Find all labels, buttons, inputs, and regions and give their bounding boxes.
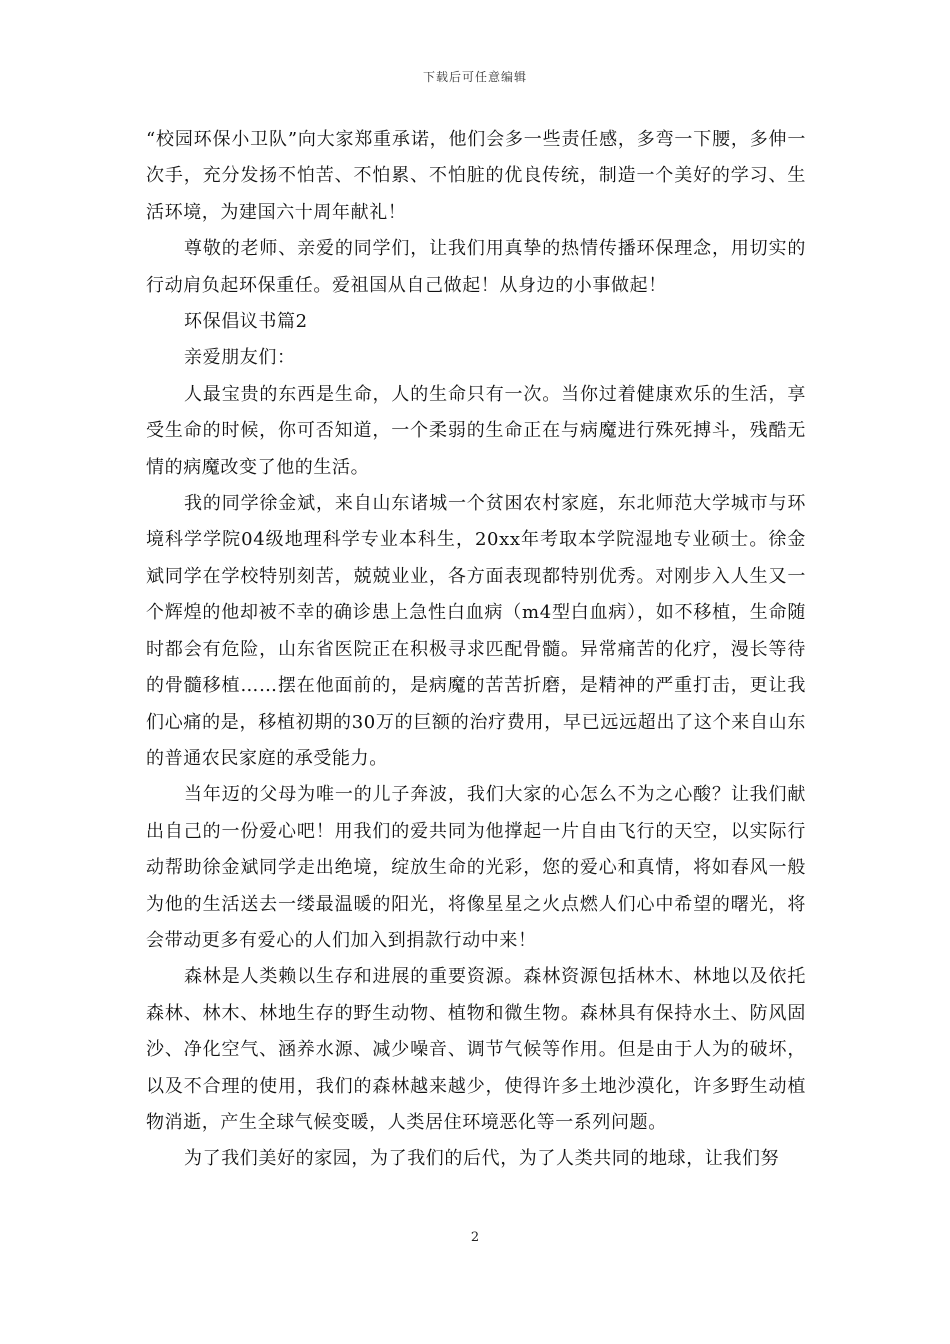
- page-header: 下载后可任意编辑: [422, 70, 527, 84]
- document-body: [146, 122, 806, 1178]
- paragraph: 人最宝贵的东西是生命，人的生命只有一次。当你过着健康欢乐的生活，享受生命的时候，你可否知道，一个柔弱的生命正在与病魔进行殊死搏斗，残酷无情的病魔改变了他的生活。: [146, 383, 806, 478]
- paragraph: 我的同学徐金斌，来自山东诸城一个贫困农村家庭，东北师范大学城市与环境科学学院04级地理科学专业本科生，20xx年考取本学院湿地专业硕士。徐金斌同学在学校特别刻苦，兢兢业业，各方面表现都特别优秀。对刚步入人生又一个辉煌的他却被不幸的确诊患上急性白血病（m4型白血病），如不移植，生命随时都会有危险，山东省医院正在积极寻求匹配骨髓。异常痛苦的化疗，漫长等待的骨髓移植……摆在他面前的，是病魔的苦苦折磨，是精神的严重打击，更让我们心痛的是，移植初期的30万的巨额的治疗费用，早已远远超出了这个来自山东的普通农民家庭的承受能力。: [146, 493, 806, 769]
- paragraph: “校园环保小卫队”向大家郑重承诺，他们会多一些责任感，多弯一下腰，多伸一次手，充分发扬不怕苦、不怕累、不怕脏的优良传统，制造一个美好的学习、生活环境，为建国六十周年献礼！: [146, 129, 806, 223]
- paragraph: 当年迈的父母为唯一的儿子奔波，我们大家的心怎么不为之心酸？让我们献出自己的一份爱心吧！用我们的爱共同为他撑起一片自由飞行的天空，以实际行动帮助徐金斌同学走出绝境，绽放生命的光彩，您的爱心和真情，将如春风一般为他的生活送去一缕最温暖的阳光，将像星星之火点燃人们心中希望的曙光，将会带动更多有爱心的人们加入到捐款行动中来！: [146, 784, 806, 951]
- paragraph: 为了我们美好的家园，为了我们的后代，为了人类共同的地球，让我们努: [184, 1148, 780, 1170]
- salutation: 亲爱朋友们：: [184, 347, 296, 369]
- paragraph: 森林是人类赖以生存和进展的重要资源。森林资源包括林木、林地以及依托森林、林木、林地生存的野生动物、植物和微生物。森林具有保持水土、防风固沙、净化空气、涵养水源、减少噪音、调节气候等作用。但是由于人为的破坏，以及不合理的使用，我们的森林越来越少，使得许多土地沙漠化，许多野生动植物消逝，产生全球气候变暖，人类居住环境恶化等一系列问题。: [146, 966, 806, 1133]
- paragraph: 尊敬的老师、亲爱的同学们，让我们用真挚的热情传播环保理念，用切实的行动肩负起环保重任。爱祖国从自己做起！从身边的小事做起！: [146, 238, 806, 296]
- section-title: 环保倡议书篇2: [184, 311, 308, 333]
- page-number: 2: [470, 1230, 480, 1245]
